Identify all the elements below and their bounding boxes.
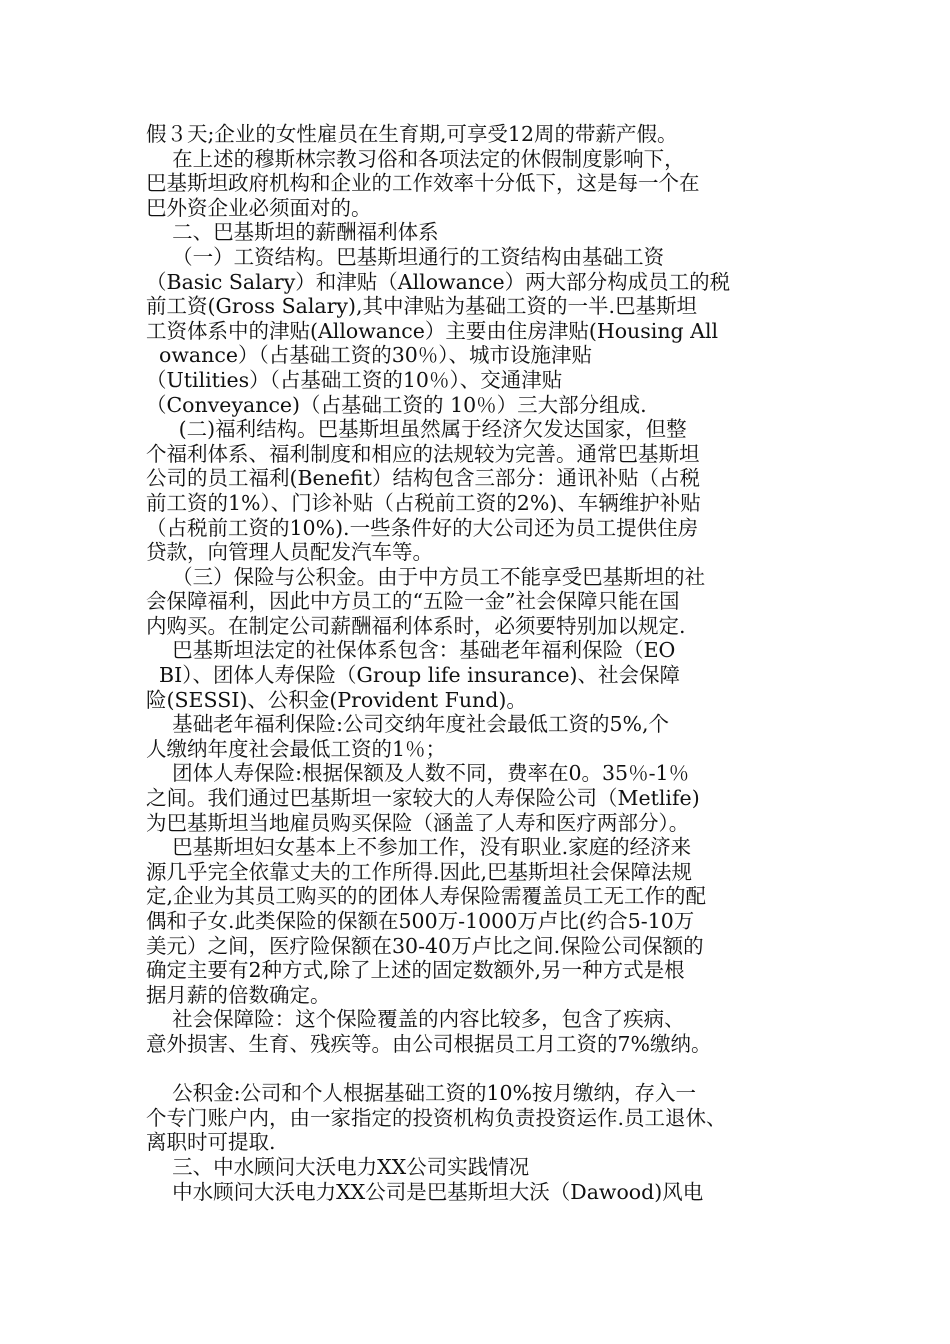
section-heading: 三、中水顾问大沃电力XX公司实践情况	[146, 1154, 530, 1179]
text-line: （一）工资结构。巴基斯坦通行的工资结构由基础工资	[146, 244, 665, 269]
text-line: 确定主要有2种方式,除了上述的固定数额外,另一种方式是根	[146, 958, 685, 983]
text-line: BI）、团体人寿保险（Group life insurance)、社会保障	[146, 663, 680, 688]
text-line: 会保障福利，因此中方员工的“五险一金”社会保障只能在国	[146, 589, 680, 614]
text-line: 内购买。在制定公司薪酬福利体系时，必须要特别加以规定.	[146, 613, 686, 638]
text-line: 巴外资企业必须面对的。	[146, 195, 372, 220]
text-line: 定,企业为其员工购买的的团体人寿保险需覆盖员工无工作的配	[146, 884, 707, 909]
text-line: （Basic Salary）和津贴（Allowance）两大部分构成员工的税	[146, 269, 731, 294]
text-line: 为巴基斯坦当地雇员购买保险（涵盖了人寿和医疗两部分）。	[146, 810, 690, 835]
text-line: 个福利体系、福利制度和相应的法规较为完善。通常巴基斯坦	[146, 441, 700, 466]
text-line: 前工资的1%）、门诊补贴（占税前工资的2%)、车辆维护补贴	[146, 490, 701, 515]
text-line: 公积金:公司和个人根据基础工资的10%按月缴纳，存入一	[146, 1081, 697, 1106]
text-line: 团体人寿保险:根据保额及人数不同，费率在0。35％-1％	[146, 761, 690, 786]
text-line: （Conveyance)（占基础工资的 10％）三大部分组成.	[146, 392, 647, 417]
text-line: 险(SESSI)、公积金(Provident Fund)。	[146, 687, 527, 712]
text-line: 工资体系中的津贴(Allowance）主要由住房津贴(Housing All	[146, 318, 719, 343]
text-line: owance）（占基础工资的30％）、城市设施津贴	[146, 343, 593, 368]
document-body	[146, 122, 816, 1204]
text-line: 假３天;企业的女性雇员在生育期,可享受12周的带薪产假。	[146, 122, 678, 146]
text-line: 社会保障险：这个保险覆盖的内容比较多，包含了疾病、	[146, 1007, 685, 1032]
text-line: 离职时可提取.	[146, 1130, 276, 1155]
text-line: 中水顾问大沃电力XX公司是巴基斯坦大沃（Dawood)风电	[146, 1179, 704, 1204]
text-line: 美元）之间，医疗险保额在30-40万卢比之间.保险公司保额的	[146, 933, 704, 958]
text-line: （Utilities）（占基础工资的10％）、交通津贴	[146, 367, 563, 392]
text-line: 偶和子女.此类保险的保额在500万-1000万卢比(约合5-10万	[146, 909, 695, 933]
text-line: 公司的员工福利(Benefit）结构包含三部分：通讯补贴（占税	[146, 466, 700, 491]
text-line: 巴基斯坦政府机构和企业的工作效率十分低下，这是每一个在	[146, 171, 700, 196]
text-line: 在上述的穆斯林宗教习俗和各项法定的休假制度影响下，	[146, 146, 685, 171]
text-line: 前工资(Gross Salary),其中津贴为基础工资的一半.巴基斯坦	[146, 294, 698, 319]
text-line: 基础老年福利保险:公司交纳年度社会最低工资的5%,个	[146, 712, 670, 737]
text-line: (二)福利结构。巴基斯坦虽然属于经济欠发达国家，但整	[146, 417, 687, 442]
text-line: （三）保险与公积金。由于中方员工不能享受巴基斯坦的社	[146, 564, 706, 589]
text-line: 源几乎完全依靠丈夫的工作所得.因此,巴基斯坦社会保障法规	[146, 859, 693, 884]
text-line: 巴基斯坦妇女基本上不参加工作，没有职业.家庭的经济来	[146, 835, 692, 860]
text-line: 贷款，向管理人员配发汽车等。	[146, 540, 433, 565]
text-line: 个专门账户内，由一家指定的投资机构负责投资运作.员工退休、	[146, 1105, 727, 1130]
text-line: 意外损害、生育、残疾等。由公司根据员工月工资的7%缴纳。	[146, 1031, 712, 1056]
section-heading: 二、巴基斯坦的薪酬福利体系	[146, 220, 439, 245]
text-line: （占税前工资的10%).一些条件好的大公司还为员工提供住房	[146, 515, 699, 540]
text-line: 人缴纳年度社会最低工资的1％；	[146, 736, 447, 761]
text-line: 据月薪的倍数确定。	[146, 982, 331, 1007]
blank-line	[146, 1057, 816, 1082]
text-line: 之间。我们通过巴基斯坦一家较大的人寿保险公司（Metlife)	[146, 786, 700, 811]
text-line: 巴基斯坦法定的社保体系包含：基础老年福利保险（EO	[146, 638, 676, 663]
